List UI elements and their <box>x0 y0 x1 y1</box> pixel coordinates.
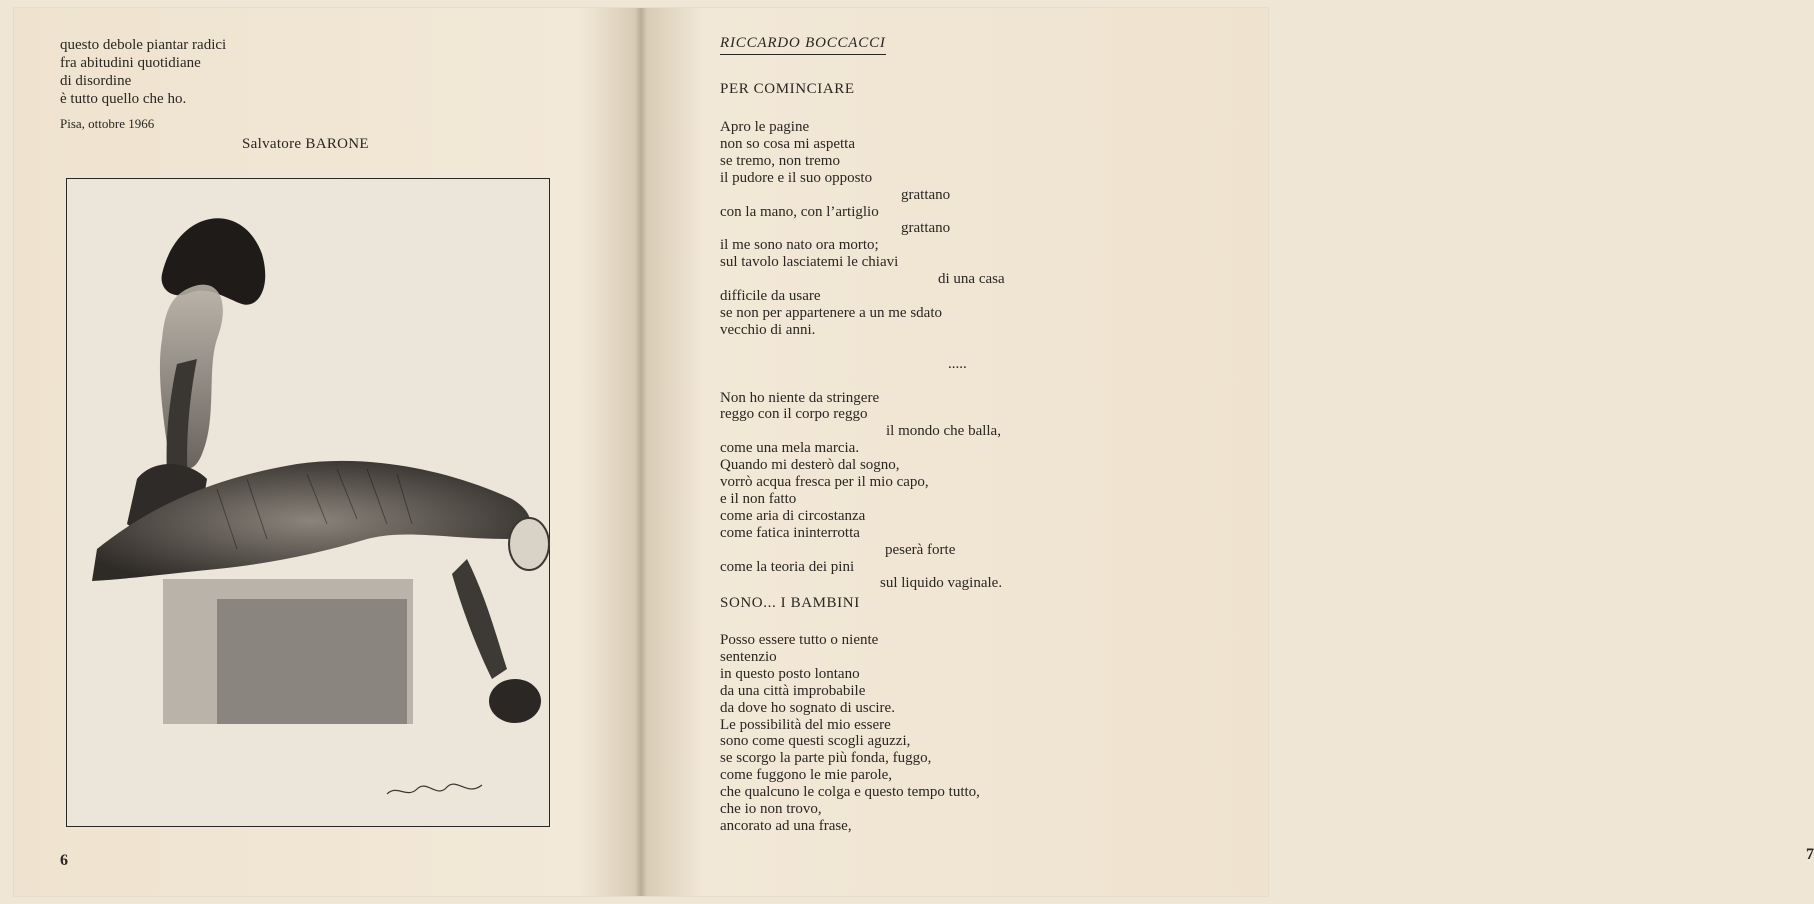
poem-body <box>720 632 980 835</box>
poem-line: e il non fatto <box>720 490 797 507</box>
author-signature: Salvatore BARONE <box>242 136 369 152</box>
book-spread <box>14 8 1814 896</box>
page-number: 6 <box>60 852 68 869</box>
poem-title: SONO... I BAMBINI <box>720 595 860 611</box>
poem-ending <box>60 36 226 108</box>
poem-line: questo debole piantar radici <box>60 37 227 53</box>
poem-line: come fatica ininterrotta <box>720 524 860 541</box>
poem-line: come fuggono le mie parole, <box>720 767 893 784</box>
poem-line: come una mela marcia. <box>720 440 860 457</box>
poem-line: grattano <box>901 220 951 237</box>
poem-line: reggo con il corpo reggo <box>720 406 868 423</box>
poem-line: con la mano, con l’artiglio <box>720 203 879 220</box>
poem-line: da una città improbabile <box>720 682 866 699</box>
left-page <box>14 8 634 896</box>
poem-line: se tremo, non tremo <box>720 152 840 169</box>
poem-line: che io non trovo, <box>720 801 822 818</box>
poem-line: Quando mi desterò dal sogno, <box>720 457 900 474</box>
poem-line: come aria di circostanza <box>720 507 866 524</box>
poem-line: il me sono nato ora morto; <box>720 237 879 254</box>
poem-line <box>720 373 1005 390</box>
bleed-through-text <box>384 40 387 56</box>
poem-line: il mondo che balla, <box>886 423 1001 440</box>
poem-body <box>720 119 1005 592</box>
poem-line <box>720 339 1005 356</box>
author-heading: RICCARDO BOCCACCI <box>720 35 886 55</box>
poem-line: non so cosa mi aspetta <box>720 135 855 152</box>
poem-line: in questo posto lontano <box>720 665 860 682</box>
poem-line: che qualcuno le colga e questo tempo tutto, <box>720 784 980 801</box>
poem-line: grattano <box>901 186 951 203</box>
poem-line: ..... <box>948 355 967 372</box>
poem-line: sul tavolo lasciatemi le chiavi <box>720 254 899 271</box>
poem-line: Non ho niente da stringere <box>720 389 880 406</box>
right-page <box>641 8 1814 896</box>
poem-line: sono come questi scogli aguzzi, <box>720 733 911 750</box>
figure-drawing <box>66 178 550 827</box>
poem-line: Le possibilità del mio essere <box>720 716 891 733</box>
poem-line: è tutto quello che ho. <box>60 91 187 107</box>
page-number: 7 <box>1806 846 1814 863</box>
poem-title: PER COMINCIARE <box>720 81 855 97</box>
poem-line: come la teoria dei pini <box>720 558 855 575</box>
poem-line: il pudore e il suo opposto <box>720 169 873 186</box>
poem-line: difficile da usare <box>720 288 821 305</box>
poem-line: vecchio di anni. <box>720 321 816 338</box>
poem-line: se scorgo la parte più fonda, fuggo, <box>720 750 932 767</box>
poem-line: Posso essere tutto o niente <box>720 632 879 648</box>
poem-line: ancorato ad una frase, <box>720 817 852 834</box>
poem-line: vorrò acqua fresca per il mio capo, <box>720 474 929 491</box>
poem-line: di una casa <box>938 271 1005 288</box>
poem-line: sentenzio <box>720 648 777 665</box>
poem-line: fra abitudini quotidiane <box>60 55 201 71</box>
poem-line: da dove ho sognato di uscire. <box>720 699 895 716</box>
poem-line: sul liquido vaginale. <box>880 575 1003 592</box>
poem-line: Apro le pagine <box>720 119 810 135</box>
poem-line: se non per appartenere a un me sdato <box>720 304 942 321</box>
poem-date: Pisa, ottobre 1966 <box>60 116 155 131</box>
figure-drawing-icon <box>67 179 549 826</box>
poem-line: peserà forte <box>885 541 956 558</box>
poem-line: di disordine <box>60 73 132 89</box>
